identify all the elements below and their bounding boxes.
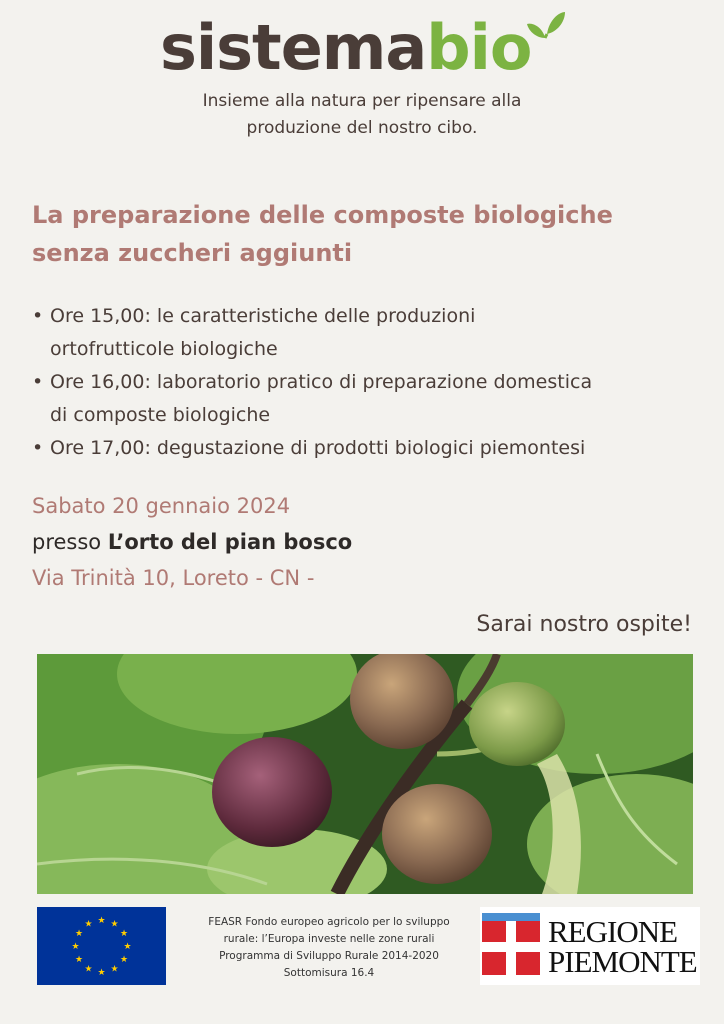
feasr-line: Programma di Sviluppo Rurale 2014-2020 [219, 950, 439, 962]
event-title-line-1: La preparazione delle composte biologiche [32, 201, 613, 229]
event-date: Sabato 20 gennaio 2024 [32, 494, 291, 518]
program-item-line: • Ore 17,00: degustazione di prodotti biologici piemontesi [50, 437, 586, 459]
program-item-line: • Ore 16,00: laboratorio pratico di preparazione domestica [50, 371, 593, 393]
venue-name: L’orto del pian bosco [107, 530, 353, 554]
program-item [30, 432, 720, 465]
eu-star-icon: ★ [110, 919, 119, 930]
tagline-line-2: produzione del nostro cibo. [246, 118, 478, 138]
tagline-line-1: Insieme alla natura per ripensare alla [202, 91, 522, 111]
leaf-sprout-icon [525, 8, 567, 42]
eu-star-icon: ★ [71, 942, 80, 952]
program-item-line: di composte biologiche [50, 404, 271, 426]
sistemabio-logo [160, 8, 580, 88]
eu-star-icon: ★ [119, 929, 129, 939]
feasr-line: Sottomisura 16.4 [283, 967, 375, 979]
eu-star-icon: ★ [97, 916, 106, 926]
eu-flag-icon [37, 907, 166, 985]
logo-word-bio: bio [426, 11, 532, 84]
regione-line-2: PIEMONTE [548, 944, 697, 979]
guest-message: Sarai nostro ospite! [476, 612, 692, 637]
regione-crest-icon [480, 913, 542, 979]
program-item [30, 366, 720, 432]
feasr-line: FEASR Fondo europeo agricolo per lo sviluppo [208, 916, 450, 928]
event-venue [32, 530, 352, 554]
tagline [0, 88, 724, 142]
regione-line-1: REGIONE [548, 914, 678, 949]
eu-star-icon: ★ [74, 929, 84, 939]
event-address: Via Trinità 10, Loreto - CN - [32, 566, 315, 590]
feasr-line: rurale: l’Europa investe nelle zone rurali [223, 933, 435, 945]
figs-photo [37, 654, 693, 894]
eu-star-icon: ★ [97, 968, 106, 978]
program-list [30, 300, 720, 465]
eu-star-icon: ★ [119, 955, 129, 965]
logo-word-sistema: sistema [160, 11, 427, 84]
logo-wordmark [160, 8, 531, 88]
event-title [32, 196, 712, 272]
regione-text [548, 914, 697, 979]
regione-piemonte-logo [480, 907, 700, 985]
program-item-line: ortofrutticole biologiche [50, 338, 278, 360]
venue-prefix: presso [32, 530, 102, 554]
eu-star-icon: ★ [74, 955, 84, 965]
feasr-funding-text [184, 914, 474, 982]
eu-star-icon: ★ [110, 964, 119, 975]
program-item-line: • Ore 15,00: le caratteristiche delle produzioni [50, 305, 476, 327]
eu-star-icon: ★ [84, 919, 93, 930]
event-title-line-2: senza zuccheri aggiunti [32, 239, 353, 267]
figs-illustration [37, 654, 693, 894]
program-item [30, 300, 720, 366]
eu-star-icon: ★ [123, 942, 132, 952]
eu-star-icon: ★ [84, 964, 93, 975]
